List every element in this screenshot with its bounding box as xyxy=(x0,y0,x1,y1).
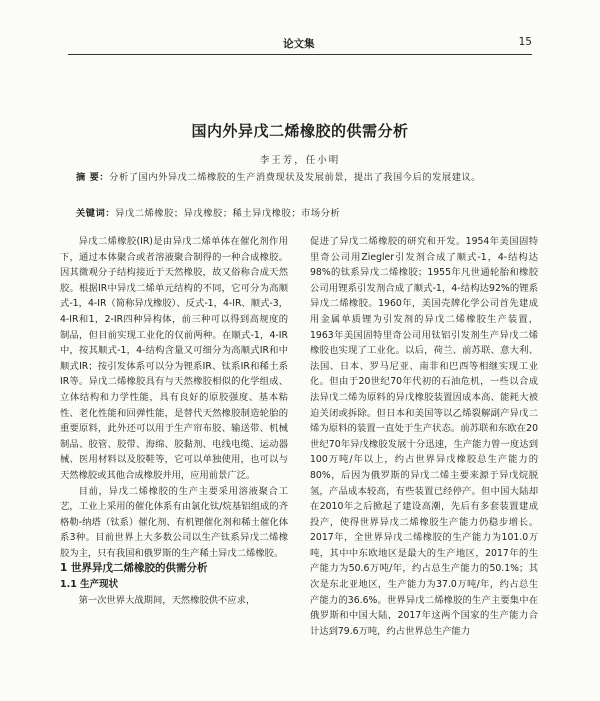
keywords-text: 异戊二烯橡胶；异戊橡胶；稀土异戊橡胶；市场分析 xyxy=(115,208,341,219)
article-title: 国内外异戊二烯橡胶的供需分析 xyxy=(191,122,409,140)
abstract-label: 摘 要： xyxy=(76,172,110,183)
abstract-text: 分析了国内外异戊二烯橡胶的生产消费现状及发展前景，提出了我国今后的发展建议。 xyxy=(109,172,482,183)
body-paragraph: 第一次世界大战期间，天然橡胶供不应求， xyxy=(78,594,256,606)
abstract xyxy=(76,170,528,185)
body-paragraph: 异戊二烯橡胶(IR)是由异戊二烯单体在催化剂作用下，通过本体聚合或者溶液聚合制得的一种合成橡胶。因其微观分子结构接近于天然橡胶，故又俗称合成天然胶。根据IR中异戊二烯单元结构的不同，它可分为高顺式-1，4-IR（简称异戊橡胶）、反式-1，4-IR、顺式-3，4-IR和1，2-IR四种异构体，前三种可以得到高规度的制品，但目前实现工业化的仅前两种。在顺式-1，4-IR中，按其顺式-1，4-结构含量又可细分为高顺式IR和中顺式IR；按引发体系可以分为锂系IR、钛系IR和稀土系IR等。异戊二烯橡胶具有与天然橡胶相似的化学组成、立体结构和力学性能，具有良好的原胶强度、基本粘性、老化性能和回弹性能，是替代天然橡胶制造轮胎的重要原料，此外还可以用于生产帘布胶、输送带、机械制品、胶管、胶带、海绵、胶黏剂、电线电缆、运动器械、医用材料以及胶鞋等，它可以单独使用，也可以与天然橡胶或其他合成橡胶并用，应用前景广泛。 xyxy=(60,236,288,481)
body-paragraph: 促进了异戊二烯橡胶的研究和开发。1954年美国固特里奇公司用Ziegler引发剂合成了顺式-1，4-结构达98%的钛系异戊二烯橡胶；1955年凡世通轮胎和橡胶公司用锂系引发剂合成了顺式-1，4-结构达92%的锂系异戊二烯橡胶。1960年，美国壳牌化学公司首先建成用金属单质锂为引发剂的异戊二烯橡胶生产装置，1963年美国固特里奇公司用钛铝引发剂生产异戊二烯橡胶也实现了工业化。以后，荷兰、前苏联、意大利、法国、日本、罗马尼亚、南非和巴西等相继实现工业化。但由于20世纪70年代初的石油危机，一些以合成法异戊二烯为原料的异戊橡胶装置因成本高、能耗大被迫关闭或拆除。但日本和美国等以乙烯裂解副产异戊二烯为原料的装置一直处于生产状态。前苏联和东欧在20世纪70年异戊橡胶发展十分迅速，生产能力曾一度达到100万吨/年以上，约占世界异戊橡胶总生产能力的80%，后因为俄罗斯的异戊二烯主要来源于异戊烷脱氢，产品成本较高，有些装置已经停产。但中国大陆却在2010年之后掀起了建设高潮，先后有多套装置建成投产，使得世界异戊二烯橡胶生产能力仍稳步增长。2017年，全世界异戊二烯橡胶的生产能力为101.0万吨，其中中东欧地区是最大的生产地区，2017年的生产能力为50.6万吨/年，约占总生产能力的50.1%；其次是东北亚地区，生产能力为37.0万吨/年，约占总生产能力的36.6%。世界异戊二烯橡胶的生产主要集中在俄罗斯和中国大陆，2017年这两个国家的生产能力合计达到79.6万吨，约占世界总生产能力 xyxy=(310,236,538,637)
section-heading: 1 世界异戊二烯橡胶的供需分析 xyxy=(60,562,208,575)
keywords-label: 关键词： xyxy=(76,208,116,219)
right-column xyxy=(310,234,538,639)
body-paragraph: 目前，异戊二烯橡胶的生产主要采用溶液聚合工艺，工业上采用的催化体系有由氯化钛/烷基铝组成的齐格勒-纳塔（钛系）催化剂、有机锂催化剂和稀土催化体系3种。目前世界上大多数公司以生产钛系异戊二烯橡胶为主，只有我国和俄罗斯的生产稀土异戊二烯橡胶。 xyxy=(60,485,288,559)
page-number: 15 xyxy=(518,36,532,48)
subsection-heading: 1.1 生产现状 xyxy=(60,579,119,591)
journal-name: 论文集 xyxy=(283,38,315,50)
keywords xyxy=(76,206,528,221)
left-column xyxy=(60,234,288,608)
header-rule xyxy=(68,54,532,55)
article-authors: 李王芳，任小明 xyxy=(259,155,341,166)
running-head xyxy=(68,36,532,52)
